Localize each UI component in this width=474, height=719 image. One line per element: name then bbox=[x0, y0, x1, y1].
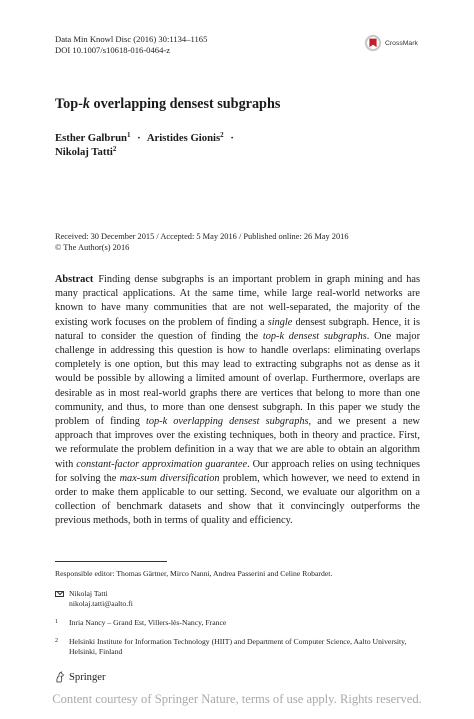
affiliation-text: Inria Nancy – Grand Est, Villers-lès-Nancy, France bbox=[69, 618, 227, 627]
publisher-logo bbox=[55, 671, 105, 683]
springer-horse-icon bbox=[55, 671, 65, 683]
footnote-rule bbox=[55, 561, 167, 562]
footnotes bbox=[55, 569, 425, 657]
journal-citation: Data Min Knowl Disc (2016) 30:1134–1165 bbox=[55, 34, 208, 44]
author-name: Nikolaj Tatti bbox=[55, 146, 113, 158]
publication-history bbox=[55, 231, 349, 253]
title-k: k bbox=[82, 96, 90, 112]
crossmark-icon bbox=[364, 34, 382, 52]
affiliation bbox=[55, 618, 425, 628]
author-affiliation-mark: 2 bbox=[220, 131, 224, 139]
abstract bbox=[55, 273, 420, 529]
crossmark-label: CrossMark bbox=[385, 39, 418, 47]
abstract-text: . Our approach relies on using techniques for solving the bbox=[55, 458, 420, 484]
journal-header bbox=[55, 34, 207, 56]
abstract-emphasis: constant-factor approximation guarantee bbox=[76, 458, 248, 470]
affiliation-number: 1 bbox=[55, 619, 58, 625]
author-separator: · bbox=[230, 132, 234, 144]
contact-email[interactable]: nikolaj.tatti@aalto.fi bbox=[69, 599, 133, 608]
courtesy-watermark: Content courtesy of Springer Nature, terms of use apply. Rights reserved. bbox=[52, 692, 422, 706]
abstract-text: problem, which however, we need to extend in order to make them applicable to our setting. Second, we evaluate our algorithm on a collection of benchmark datasets and show that it convincingly outperforms the previous methods, both in terms of quality and efficiency. bbox=[55, 472, 421, 527]
crossmark-badge[interactable] bbox=[364, 34, 418, 52]
abstract-emphasis: single bbox=[267, 316, 293, 328]
author-separator: · bbox=[137, 132, 141, 144]
abstract-text: . One major challenge in addressing this question is how to handle overlaps: eliminating overlaps completely is one option, but this may lead to extracting subgraphs not as dense as it would be possible by allowing a limited amount of overlap. Furthermore, overlaps are desirable as in most real-world graphs there are vertices that belong to more than one community, and thus, to more than one densest subgraph. In this paper we study the problem of finding bbox=[55, 330, 420, 428]
abstract-emphasis: max-sum diversification bbox=[119, 472, 220, 484]
paper-title bbox=[55, 96, 280, 113]
author-name: Esther Galbrun bbox=[55, 132, 127, 144]
abstract-label: Abstract bbox=[55, 274, 94, 285]
author-list bbox=[55, 131, 238, 159]
affiliation-number: 2 bbox=[55, 638, 58, 644]
mail-icon bbox=[55, 591, 64, 597]
author-affiliation-mark: 2 bbox=[112, 145, 117, 153]
title-rest: overlapping densest subgraphs bbox=[89, 96, 281, 112]
affiliation bbox=[55, 637, 425, 657]
journal-doi: DOI 10.1007/s10618-016-0464-z bbox=[55, 45, 171, 55]
author-name: Aristides Gionis bbox=[146, 132, 221, 144]
publication-dates: Received: 30 December 2015 / Accepted: 5 May 2016 / Published online: 26 May 2016 bbox=[55, 232, 349, 241]
author-affiliation-mark: 1 bbox=[126, 131, 131, 139]
abstract-text: densest subgraph. Hence, it is natural to consider the question of finding the bbox=[55, 316, 420, 342]
abstract-text: Finding dense subgraphs is an important problem in graph mining and has many practical applications. At the same time, while large real-world networks are known to have many communities that are not well-separated, the majority of the existing work focuses on the problem of finding a bbox=[55, 274, 420, 328]
affiliation-text: Helsinki Institute for Information Technology (HIIT) and Department of Computer Science, Aalto University, Helsinki, Finland bbox=[69, 637, 407, 656]
publisher-name: Springer bbox=[69, 671, 106, 683]
title-prefix: Top- bbox=[55, 96, 83, 112]
abstract-emphasis: top-k densest subgraphs bbox=[262, 330, 367, 342]
contact-name: Nikolaj Tatti bbox=[69, 589, 108, 598]
responsible-editor: Responsible editor: Thomas Gärtner, Mirco Nanni, Andrea Passerini and Celine Robardet. bbox=[55, 569, 333, 578]
abstract-emphasis: top-k overlapping densest subgraphs bbox=[146, 416, 309, 428]
corresponding-author bbox=[55, 589, 425, 609]
abstract-text: , and we present a new approach that improves over the existing techniques, both in theory and practice. First, we reformulate the problem definition in a way that we are able to obtain an algorithm with bbox=[55, 416, 420, 470]
copyright-notice: © The Author(s) 2016 bbox=[55, 243, 130, 252]
